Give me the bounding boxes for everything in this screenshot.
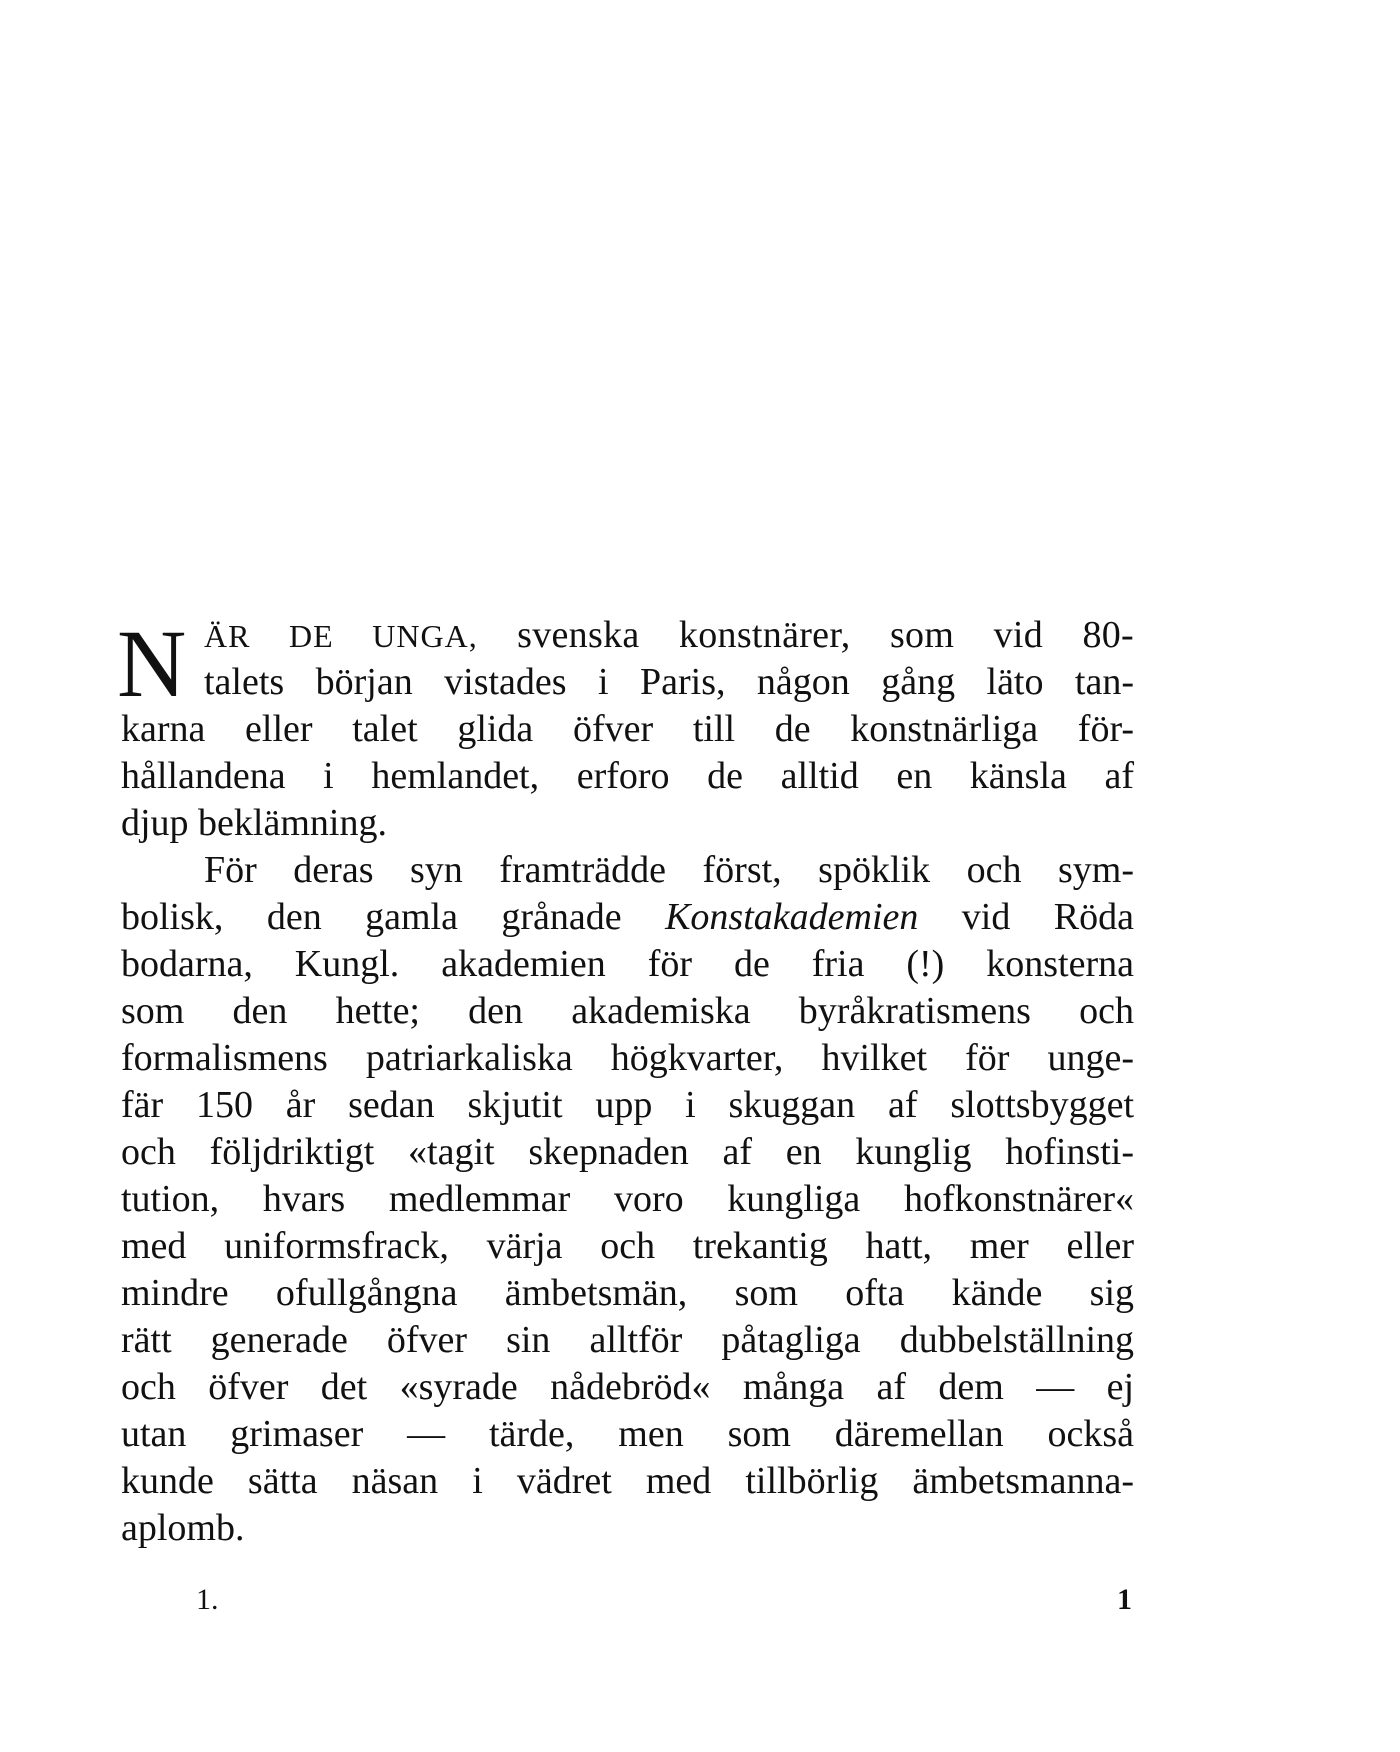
italic-term: Konstakademien <box>665 896 919 938</box>
text-line-9: som den hette; den akademiska byråkratismens och <box>121 990 1134 1032</box>
text-line-1 <box>121 612 1134 659</box>
text-line-11: fär 150 år sedan skjutit upp i skuggan af slottsbygget <box>121 1084 1134 1126</box>
text-line-14: med uniformsfrack, värja och trekantig hatt, mer eller <box>121 1225 1134 1267</box>
text-line-7 <box>121 894 1134 941</box>
text-line-2: talets början vistades i Paris, någon gång läto tan- <box>204 661 1134 703</box>
italic-line-before: bolisk, den gamla grånade <box>121 896 666 938</box>
body-text <box>117 610 1135 1552</box>
opening-smallcaps: ÄR DE UNGA, <box>204 618 478 654</box>
text-line-3: karna eller talet glida öfver till de konstnärliga för- <box>121 708 1134 750</box>
text-line-19: kunde sätta näsan i vädret med tillbörlig ämbetsmanna- <box>121 1460 1134 1502</box>
text-line-4: hållandena i hemlandet, erforo de alltid en känsla af <box>121 755 1134 797</box>
signature-mark: 1. <box>196 1583 219 1616</box>
text-line-16: rätt generade öfver sin alltför påtagliga dubbelställning <box>121 1319 1134 1361</box>
text-line-20: aplomb. <box>121 1507 245 1549</box>
text-line-15: mindre ofullgångna ämbetsmän, som ofta kände sig <box>121 1272 1134 1314</box>
text-line-17: och öfver det «syrade nådebröd« många af dem — ej <box>121 1366 1134 1408</box>
text-line-18: utan grimaser — tärde, men som däremellan också <box>121 1413 1134 1455</box>
text-line-6: För deras syn framträdde först, spöklik och sym- <box>204 849 1134 891</box>
text-line-13: tution, hvars medlemmar voro kungliga hofkonstnärer« <box>121 1178 1134 1220</box>
text-line-10: formalismens patriarkaliska högkvarter, hvilket för unge- <box>121 1037 1134 1079</box>
page-number: 1 <box>1117 1583 1132 1616</box>
italic-line-after: vid Röda <box>918 896 1134 938</box>
drop-cap-initial: N <box>117 610 187 717</box>
page-footer <box>0 1580 1400 1620</box>
opening-line-rest: svenska konstnärer, som vid 80- <box>517 614 1135 656</box>
text-line-8: bodarna, Kungl. akademien för de fria (!) konsterna <box>121 943 1134 985</box>
text-line-5: djup beklämning. <box>121 802 387 844</box>
text-line-12: och följdriktigt «tagit skepnaden af en kunglig hofinsti- <box>121 1131 1134 1173</box>
